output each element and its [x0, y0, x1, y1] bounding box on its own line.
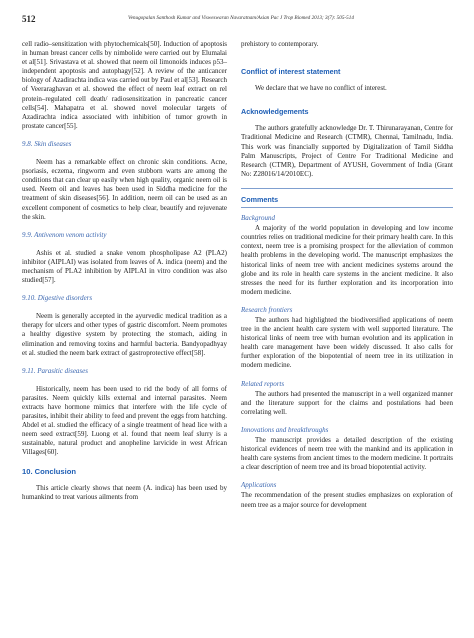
paragraph-research-frontiers: The authors had highlighted the biodiversified applications of neem tree in the ancient health care system with well supported literature. The historical links of neem tree with human evolution and its application in health care management have been widely discussed. It also calls for further exploration of the biopotential of neem tree in its utilization in modern medicine.: [241, 315, 453, 370]
left-column: [22, 40, 227, 502]
paragraph-anticancer: cell radio–sensitization with phytochemicals[50]. Induction of apoptosis in human breast cancer cells by nimbolide were carried out by Elumalai et al[51]. Srivastava et al. showed that neem oil limonoids induces p53–independent apoptosis and autophagy[52]. A review of the anticancer biology of Azadirachta indica was carried out by Paul et al[53]. Research of Veeraraghavan et al. showed the effect of neem leaf extract on rel protein–regulated cell death/ radiosensitization in pancreatic cancer cells[54]. Mahapatra et al. showed novel molecular targets of Azadirachta indica associated with inhibition of tumor growth in prostate cancer[55].: [22, 40, 227, 130]
paragraph-related-reports: The authors had presented the manuscript in a well organized manner and the literature support for the claims and postulations had been correlating well.: [241, 389, 453, 416]
divider-top: [241, 188, 453, 189]
heading-digestive: 9.10. Digestive disorders: [22, 294, 93, 303]
paragraph-digestive: Neem is generally accepted in the ayurvedic medical tradition as a therapy for ulcers and other types of gastric discomfort. Neem promotes a healthy digestive system by protecting the stomach, aiding in elimination and removing toxins and harmful bacteria. Bandyopadhyay et al. studied the neem bark extract of gastroprotective effect[58].: [22, 312, 227, 357]
heading-acknowledgements: Acknowledgements: [241, 107, 309, 117]
divider-bottom: [241, 207, 453, 208]
paragraph-antivenom: Ashis et al. studied a snake venom phospholipase A2 (PLA2) inhibitor (AIPLAI) was isolated from leaves of A. indica (neem) and the mechanism of PLA2 inhibition by AIPLAI in vitro condition was also studied[57].: [22, 248, 227, 285]
paragraph-parasitic: Historically, neem has been used to rid the body of all forms of parasites. Neem quickly kills external and internal parasites. Neem extracts have hormone mimics that interfere with the life cycle of parasites, inhibit their ability to feed and prevent the eggs from hatching. Abdel et al. studied the efficacy of a single treatment of head lice with a neem seed extract[59]. Luong et al. found that neem leaf slurry is a sustainable, natural product and anopheline larvicide in west African Villages[60].: [22, 384, 227, 457]
paragraph-background: A majority of the world population in developing and low income countries relies on traditional medicine for their primary health care. In this context, neem tree is a promising prospect for the alleviation of common health problems in the developing world. The manuscript emphasizes the historical links of neem tree with ancient medicines systems around the globe and its role in health care systems in the ancient medicine. It also stresses the need for its further exploration and its incorporation into modern medicine.: [241, 224, 453, 296]
right-column: [241, 40, 453, 510]
running-head: Venugopalan Santhosh Kumar and Visweswaran Navaratnam/Asian Pac J Trop Biomed 2013; 3(7): 505-514: [128, 15, 354, 21]
paragraph-conflict: We declare that we have no conflict of interest.: [255, 84, 387, 93]
heading-skin-diseases: 9.8. Skin diseases: [22, 139, 72, 148]
heading-comments: Comments: [241, 194, 279, 204]
heading-antivenom: 9.9. Antivenom venom activity: [22, 230, 107, 239]
heading-applications: Applications: [241, 481, 277, 490]
paragraph-skin: Neem has a remarkable effect on chronic skin conditions. Acne, psoriasis, eczema, ringworm and even stubborn warts are among the conditions that can clear up easily when high quality, organic neem oil is used. Neem oil and leaves has been used in Siddha medicine for the treatment of skin diseases[56]. In addition, neem oil can be used as an excellent component of cosmetics to help clear, beautify and rejuvenate the skin.: [22, 158, 227, 221]
paragraph-conclusion: This article clearly shows that neem (A. indica) has been used by humankind to treat various ailments from: [22, 483, 227, 501]
heading-innovations: Innovations and breakthroughs: [241, 425, 329, 434]
paragraph-acknowledgements: The authors gratefully acknowledge Dr. T. Thirunarayanan, Centre for Traditional Medicine and Research (CTMR), Chennai, Tamilnadu, India. This work was financially supported by Digitalization of Tamil Siddha Palm Manuscripts, Project of Centre For Traditional Medicine and Research (CTMR), Department of AYUSH, Government of India (Grant No: Z28016/14/2010EC).: [241, 124, 453, 178]
page-number: 512: [22, 14, 36, 24]
paragraph-innovations: The manuscript provides a detailed description of the existing historical evidences of neem tree with the mankind and its application in health care systems from ancient times to the modern medicine. It portraits a clear description of neem tree and its broad biopotential activity.: [241, 436, 453, 472]
paragraph-applications: The recommendation of the present studies emphasizes on exploration of neem tree as a major source for development: [241, 491, 453, 509]
heading-conclusion: 10. Conclusion: [22, 466, 77, 476]
paragraph-prehistory: prehistory to contemporary.: [241, 40, 319, 48]
heading-parasitic: 9.11. Parasitic diseases: [22, 366, 88, 375]
heading-conflict-of-interest: Conflict of interest statement: [241, 67, 341, 77]
heading-background: Background: [241, 214, 275, 223]
heading-research-frontiers: Research frontiers: [241, 305, 293, 314]
heading-related-reports: Related reports: [241, 379, 285, 388]
